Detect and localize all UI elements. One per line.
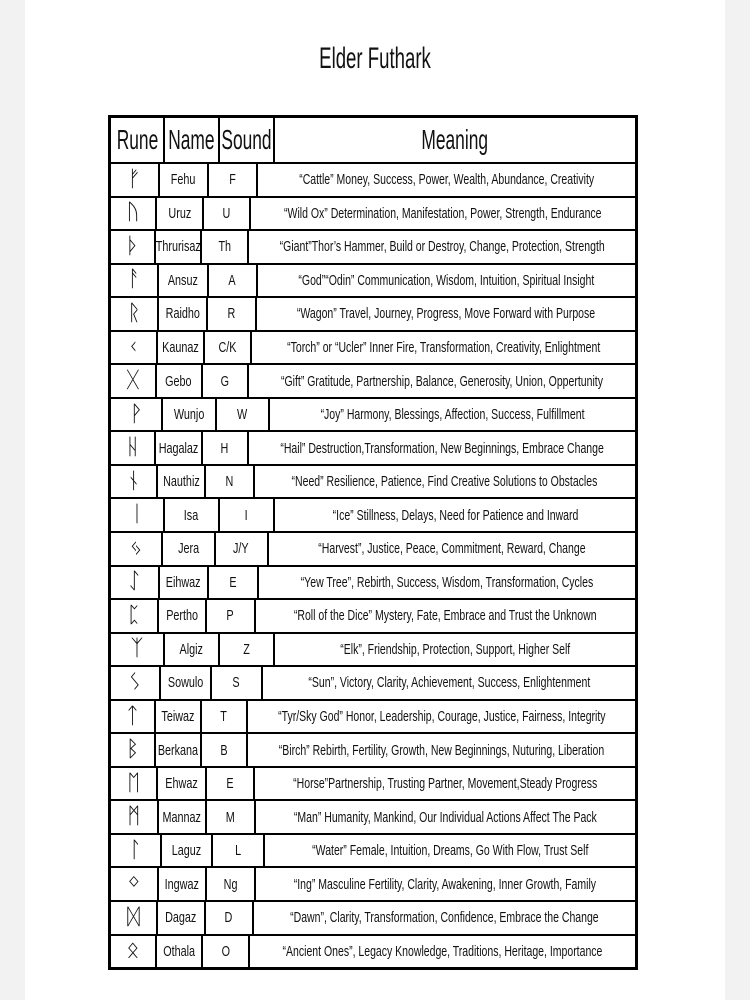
- sound-cell: [204, 902, 252, 934]
- rune-glyph: ᚱ: [127, 300, 141, 326]
- rune-name: Othala: [163, 942, 196, 960]
- sound-cell: [200, 231, 246, 263]
- rune-glyph: ᚺ: [126, 435, 140, 461]
- sound-cell: [201, 432, 247, 464]
- rune-meaning: “God”“Odin” Communication, Wisdom, Intuition, Spiritual Insight: [298, 271, 595, 289]
- header-meaning-label: Meaning: [421, 124, 489, 155]
- name-cell: [163, 634, 218, 666]
- rune-cell: [111, 600, 157, 632]
- sound-cell: [205, 768, 253, 800]
- rune-meaning: “Gift” Gratitude, Partnership, Balance, Generosity, Union, Oppertunity: [281, 372, 604, 390]
- name-cell: [157, 600, 206, 632]
- rune-name: Fehu: [170, 171, 196, 189]
- meaning-cell: [247, 231, 636, 263]
- meaning-cell: [273, 499, 635, 531]
- rune-meaning: “Yew Tree”, Rebirth, Success, Wisdom, Transformation, Cycles: [300, 573, 594, 591]
- rune-sound: S: [232, 674, 241, 692]
- rune-sound: D: [224, 909, 233, 927]
- rune-cell: [111, 734, 154, 766]
- table-row: [111, 833, 635, 867]
- rune-glyph: ᛒ: [126, 737, 140, 763]
- rune-cell: [111, 868, 157, 900]
- table-row: [111, 196, 635, 230]
- rune-cell: [111, 198, 155, 230]
- rune-meaning: “Wild Ox” Determination, Manifestation, Power, Strength, Endurance: [284, 204, 602, 222]
- table-row: [111, 497, 635, 531]
- header-sound-label: Sound: [221, 124, 272, 155]
- sound-cell: [201, 936, 248, 968]
- rune-name: Uruz: [168, 204, 191, 222]
- rune-meaning: “Birch” Rebirth, Fertility, Growth, New Beginnings, Nuturing, Liberation: [279, 741, 605, 759]
- rune-glyph: ᚠ: [127, 166, 141, 192]
- meaning-cell: [254, 801, 635, 833]
- table-row: [111, 363, 635, 397]
- rune-meaning: “Need” Resilience, Patience, Find Creative Solutions to Obstacles: [291, 473, 598, 491]
- rune-name: Ingwaz: [164, 875, 200, 893]
- table-row: [111, 330, 635, 364]
- table-row: [111, 699, 635, 733]
- table-row: [111, 598, 635, 632]
- name-cell: [155, 198, 202, 230]
- table-row: [111, 732, 635, 766]
- rune-sound: T: [220, 708, 228, 726]
- meaning-cell: [257, 567, 635, 599]
- rune-sound: B: [220, 741, 228, 759]
- name-cell: [156, 768, 204, 800]
- meaning-cell: [247, 365, 635, 397]
- sound-cell: [203, 332, 250, 364]
- rune-name: Hagalaz: [158, 439, 199, 457]
- rune-name: Jera: [177, 540, 199, 558]
- rune-meaning: “Water” Female, Intuition, Dreams, Go With Flow, Trust Self: [311, 842, 589, 860]
- header-sound: [218, 118, 273, 162]
- rune-meaning: “Giant”Thor’s Hammer, Build or Destroy, Change, Protection, Strength: [279, 238, 605, 256]
- rune-meaning: “Ice” Stillness, Delays, Need for Patience and Inward: [332, 506, 578, 524]
- rune-sound: U: [222, 204, 231, 222]
- rune-cell: [111, 768, 156, 800]
- sound-cell: [207, 164, 256, 196]
- rune-sound: H: [220, 439, 229, 457]
- rune-name: Ansuz: [168, 271, 199, 289]
- name-cell: [161, 533, 214, 565]
- rune-cell: [111, 801, 157, 833]
- sound-cell: [205, 868, 254, 900]
- rune-glyph: ᚦ: [126, 233, 140, 259]
- rune-meaning: “Ing” Masculine Fertility, Clarity, Awakening, Inner Growth, Family: [294, 875, 597, 893]
- table-row: [111, 799, 635, 833]
- table-row: [111, 531, 635, 565]
- sound-cell: [210, 667, 261, 699]
- rune-cell: [111, 567, 158, 599]
- rune-meaning: “Hail” Destruction,Transformation, New Beginnings, Embrace Change: [280, 439, 604, 457]
- meaning-cell: [256, 265, 635, 297]
- rune-sound: E: [229, 573, 237, 591]
- sound-cell: [207, 567, 257, 599]
- rune-meaning: “Harvest”, Justice, Peace, Commitment, Reward, Change: [318, 540, 586, 558]
- name-cell: [158, 164, 207, 196]
- rune-glyph: ᚷ: [126, 368, 140, 394]
- name-cell: [157, 801, 205, 833]
- table-row: [111, 397, 635, 431]
- rune-name: Mannaz: [162, 808, 202, 826]
- rune-cell: [111, 466, 156, 498]
- rune-meaning: “Joy” Harmony, Blessings, Affection, Success, Fulfillment: [320, 406, 585, 424]
- rune-cell: [111, 701, 154, 733]
- rune-name: Gebo: [165, 372, 193, 390]
- rune-glyph: ᛜ: [127, 871, 141, 897]
- meaning-cell: [273, 634, 635, 666]
- rune-glyph: ᛞ: [126, 904, 141, 930]
- table-header-row: [111, 118, 635, 162]
- rune-sound: I: [244, 506, 248, 524]
- sound-cell: [211, 835, 263, 867]
- rune-glyph: ᛊ: [128, 669, 142, 695]
- rune-glyph: ᛁ: [130, 502, 144, 528]
- name-cell: [161, 399, 214, 431]
- table-row: [111, 229, 635, 263]
- rune-meaning: “Wagon” Travel, Journey, Progress, Move Forward with Purpose: [296, 305, 596, 323]
- rune-cell: [111, 332, 156, 364]
- rune-name: Teiwaz: [161, 708, 195, 726]
- name-cell: [154, 734, 200, 766]
- header-rune: [111, 118, 163, 162]
- rune-sound: N: [225, 473, 234, 491]
- name-cell: [155, 936, 202, 968]
- rune-glyph: ᛏ: [125, 703, 140, 729]
- rune-sound: M: [225, 808, 235, 826]
- rune-name: Raidho: [165, 305, 200, 323]
- rune-glyph: ᛉ: [130, 636, 144, 662]
- rune-glyph: ᚢ: [126, 200, 140, 226]
- table-row: [111, 665, 635, 699]
- rune-sound: R: [227, 305, 236, 323]
- meaning-cell: [252, 902, 635, 934]
- table-row: [111, 263, 635, 297]
- meaning-cell: [267, 533, 635, 565]
- rune-sound: E: [226, 775, 234, 793]
- rune-sound: J/Y: [233, 540, 249, 558]
- rune-cell: [111, 164, 158, 196]
- meaning-cell: [263, 835, 635, 867]
- rune-meaning: “Sun”, Victory, Clarity, Achievement, Success, Enlightenment: [308, 674, 590, 692]
- table-row: [111, 162, 635, 196]
- sound-cell: [200, 734, 246, 766]
- meaning-cell: [255, 298, 635, 330]
- rune-sound: W: [237, 406, 248, 424]
- rune-meaning: “Horse”Partnership, Trusting Partner, Movement,Steady Progress: [293, 775, 598, 793]
- rune-name: Kaunaz: [161, 339, 199, 356]
- rune-cell: [111, 231, 154, 263]
- rune-glyph: ᛚ: [128, 837, 142, 863]
- rune-name: Berkana: [158, 741, 199, 759]
- rune-meaning: “Man” Humanity, Mankind, Our Individual Actions Affect The Pack: [293, 808, 597, 826]
- header-rune-label: Rune: [116, 124, 158, 155]
- rune-meaning: “Ancient Ones”, Legacy Knowledge, Traditions, Heritage, Importance: [282, 942, 603, 960]
- rune-name: Algiz: [179, 640, 204, 658]
- meaning-cell: [246, 734, 635, 766]
- rune-meaning: “Elk”, Friendship, Protection, Support, Higher Self: [340, 640, 570, 658]
- name-cell: [157, 265, 206, 297]
- meaning-cell: [261, 667, 635, 699]
- name-cell: [154, 231, 200, 263]
- name-cell: [156, 466, 204, 498]
- rune-glyph: ᚨ: [127, 267, 141, 293]
- rune-glyph: ᛖ: [127, 770, 141, 796]
- rune-sound: F: [229, 171, 236, 189]
- rune-cell: [111, 634, 163, 666]
- rune-sound: O: [221, 942, 230, 960]
- sound-cell: [206, 298, 255, 330]
- rune-name: Thrurisaz: [155, 238, 201, 256]
- page-title: Elder Futhark: [319, 42, 431, 75]
- header-name: [163, 118, 218, 162]
- rune-cell: [111, 835, 160, 867]
- rune-sound: Ng: [223, 875, 238, 893]
- rune-cell: [111, 499, 163, 531]
- rune-table: [108, 115, 638, 970]
- meaning-cell: [268, 399, 635, 431]
- rune-glyph: ᛇ: [127, 569, 141, 595]
- meaning-cell: [253, 466, 635, 498]
- rune-meaning: “Dawn”, Clarity, Transformation, Confidence, Embrace the Change: [290, 909, 599, 927]
- meaning-cell: [246, 701, 635, 733]
- name-cell: [158, 567, 208, 599]
- table-row: [111, 565, 635, 599]
- sound-cell: [200, 701, 246, 733]
- rune-name: Wunjo: [173, 406, 205, 424]
- meaning-cell: [247, 432, 635, 464]
- name-cell: [154, 432, 200, 464]
- rune-name: Ehwaz: [165, 775, 198, 793]
- table-row: [111, 430, 635, 464]
- table-row: [111, 934, 635, 968]
- name-cell: [155, 365, 201, 397]
- rune-sound: L: [235, 842, 242, 860]
- rune-meaning: “Roll of the Dice” Mystery, Fate, Embrace and Trust the Unknown: [293, 607, 597, 625]
- table-row: [111, 900, 635, 934]
- table-row: [111, 632, 635, 666]
- meaning-cell: [254, 868, 635, 900]
- rune-sound: A: [228, 271, 236, 289]
- meaning-cell: [249, 198, 635, 230]
- sound-cell: [215, 399, 268, 431]
- rune-sound: C/K: [218, 339, 237, 356]
- sound-cell: [214, 533, 267, 565]
- meaning-cell: [250, 332, 635, 364]
- rune-glyph: ᚲ: [126, 334, 140, 360]
- rune-sound: Th: [218, 238, 231, 256]
- meaning-cell: [248, 936, 635, 968]
- sound-cell: [205, 801, 253, 833]
- rune-name: Pertho: [165, 607, 198, 625]
- rune-meaning: “Tyr/Sky God” Honor, Leadership, Courage, Justice, Fairness, Integrity: [277, 708, 606, 726]
- rune-sound: G: [221, 372, 230, 390]
- name-cell: [159, 667, 210, 699]
- rune-cell: [111, 432, 154, 464]
- rune-cell: [111, 265, 157, 297]
- meaning-cell: [254, 600, 635, 632]
- sound-cell: [218, 499, 273, 531]
- table-row: [111, 866, 635, 900]
- rune-cell: [111, 902, 156, 934]
- name-cell: [160, 835, 212, 867]
- rune-name: Dagaz: [165, 909, 197, 927]
- rune-name: Nauthiz: [163, 473, 200, 491]
- sound-cell: [207, 265, 256, 297]
- name-cell: [157, 868, 206, 900]
- rune-sound: Z: [243, 640, 250, 658]
- rune-cell: [111, 399, 161, 431]
- rune-name: Laguz: [171, 842, 202, 860]
- rune-name: Eihwaz: [166, 573, 202, 591]
- rune-cell: [111, 365, 155, 397]
- rune-glyph: ᚾ: [127, 468, 141, 494]
- rune-glyph: ᛗ: [127, 804, 141, 830]
- name-cell: [156, 332, 203, 364]
- table-row: [111, 296, 635, 330]
- rune-glyph: ᛈ: [127, 602, 141, 628]
- sound-cell: [201, 365, 247, 397]
- rune-cell: [111, 936, 155, 968]
- rune-cell: [111, 533, 161, 565]
- name-cell: [154, 701, 200, 733]
- meaning-cell: [256, 164, 635, 196]
- rune-name: Isa: [184, 506, 199, 524]
- table-row: [111, 464, 635, 498]
- rune-meaning: “Cattle” Money, Success, Power, Wealth, Abundance, Creativity: [299, 171, 595, 189]
- rune-cell: [111, 298, 157, 330]
- rune-meaning: “Torch” or “Ucler” Inner Fire, Transformation, Creativity, Enlightment: [287, 339, 601, 356]
- rune-glyph: ᛟ: [126, 938, 140, 964]
- rune-glyph: ᛃ: [129, 535, 143, 561]
- rune-cell: [111, 667, 159, 699]
- sound-cell: [218, 634, 273, 666]
- name-cell: [163, 499, 218, 531]
- header-meaning: [273, 118, 635, 162]
- meaning-cell: [253, 768, 635, 800]
- rune-sound: P: [226, 607, 234, 625]
- sound-cell: [204, 466, 252, 498]
- sound-cell: [202, 198, 249, 230]
- table-row: [111, 766, 635, 800]
- header-name-label: Name: [168, 124, 215, 155]
- name-cell: [157, 298, 206, 330]
- sound-cell: [205, 600, 254, 632]
- rune-name: Sowulo: [167, 674, 204, 692]
- name-cell: [156, 902, 204, 934]
- rune-glyph: ᚹ: [129, 401, 143, 427]
